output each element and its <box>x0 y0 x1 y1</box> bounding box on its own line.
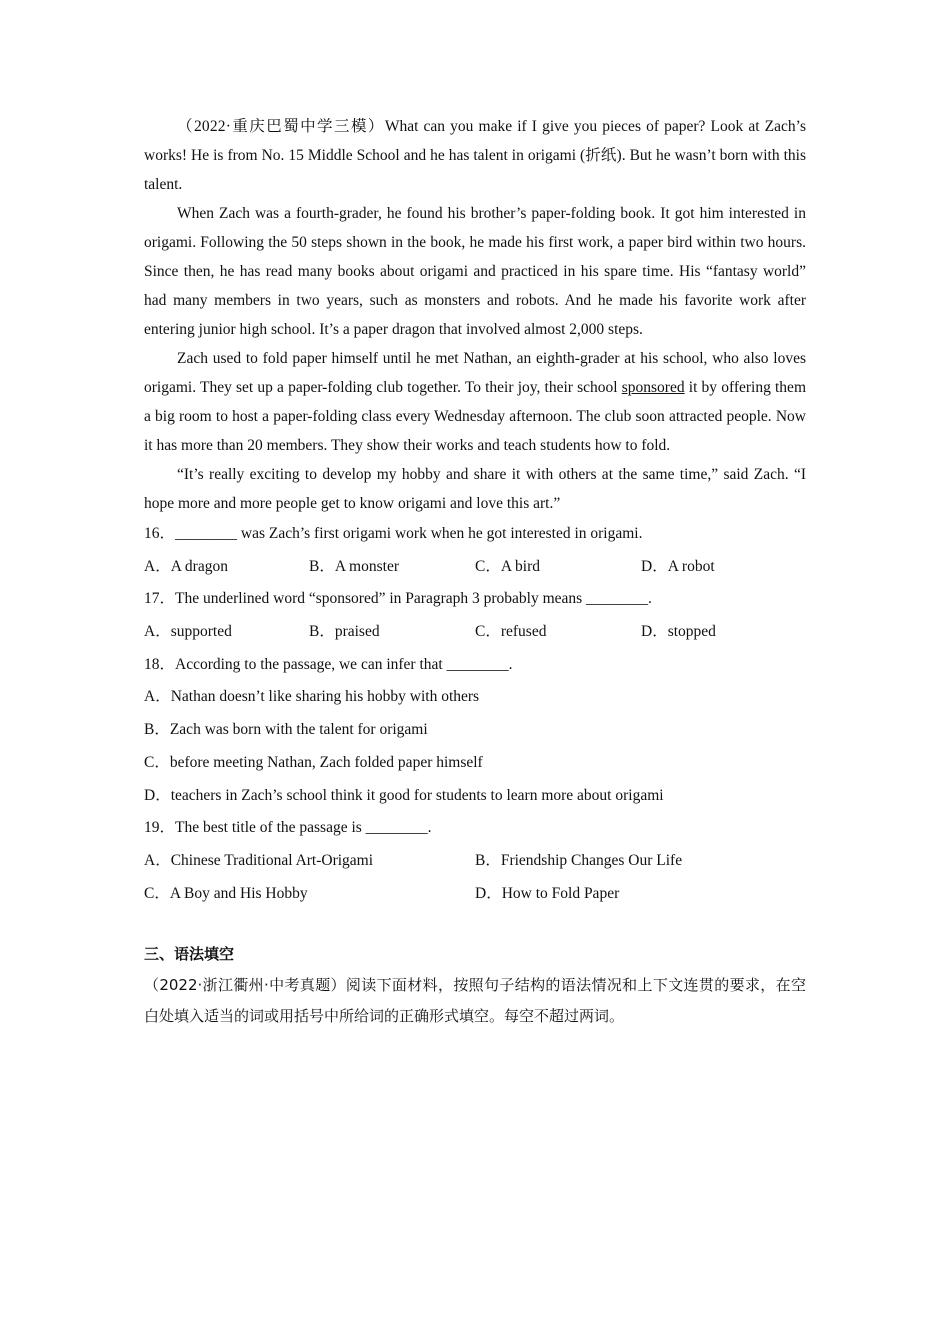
question-17-option-d: D．stopped <box>641 623 716 641</box>
question-16-option-d: D．A robot <box>641 557 715 575</box>
question-17-option-a: A．supported <box>144 623 232 641</box>
passage-paragraph-1 <box>144 112 806 199</box>
question-19-options-row-2 <box>144 878 806 911</box>
question-17-options <box>144 616 806 649</box>
question-19-option-b: B．Friendship Changes Our Life <box>475 851 683 869</box>
underlined-word: sponsored <box>621 379 685 396</box>
section-3-title: 三、语法填空 <box>144 945 235 964</box>
question-16-option-b: B．A monster <box>309 557 399 575</box>
passage-paragraph-4: “It’s really exciting to develop my hobby and share it with others at the same time,” said Zach. “I hope more and more people get to know origami and love this art.” <box>144 466 806 512</box>
question-18-option-b: B．Zach was born with the talent for origami <box>144 721 428 739</box>
document-content <box>144 112 806 1032</box>
section-3-instruction: （2022·浙江衢州·中考真题）阅读下面材料，按照句子结构的语法情况和上下文连贯的要求，在空白处填入适当的词或用括号中所给词的正确形式填空。每空不超过两词。 <box>144 976 806 1026</box>
question-16-option-a: A．A dragon <box>144 557 228 575</box>
passage-paragraph-2: When Zach was a fourth-grader, he found his brother’s paper-folding book. It got him interested in origami. Following the 50 steps shown in the book, he made his first work, a paper bird within two hours. Since then, he has read many books about origami and practiced in his spare time. His “fantasy world” had many members in two years, such as monsters and robots. And he made his favorite work after entering junior high school. It’s a paper dragon that involved almost 2,000 steps. <box>144 205 806 338</box>
question-18-option-c: C．before meeting Nathan, Zach folded paper himself <box>144 753 483 771</box>
question-18-option-a: A．Nathan doesn’t like sharing his hobby with others <box>144 688 480 706</box>
question-16-option-c: C．A bird <box>475 557 541 575</box>
question-19-option-d: D．How to Fold Paper <box>475 884 620 902</box>
question-19-stem: 19．The best title of the passage is ________. <box>144 819 432 837</box>
question-19-options-row-1 <box>144 845 806 878</box>
question-18-stem: 18．According to the passage, we can infer that ________. <box>144 655 513 673</box>
question-17-stem: 17．The underlined word “sponsored” in Paragraph 3 probably means ________. <box>144 590 652 608</box>
passage-paragraph-3 <box>144 344 806 460</box>
passage-source: （2022·重庆巴蜀中学三模） <box>177 118 385 135</box>
question-17-option-c: C．refused <box>475 623 547 641</box>
question-18-option-d: D．teachers in Zach’s school think it good for students to learn more about origami <box>144 786 664 804</box>
passage-paragraph-1-text: What can you make if I give you pieces of paper? Look at Zach’s works! He is from No. 15 Middle School and he has talent in origami (折纸). But he wasn’t born with this talent. <box>144 118 806 193</box>
question-17-option-b: B．praised <box>309 623 380 641</box>
question-19-option-c: C．A Boy and His Hobby <box>144 884 308 902</box>
question-16-stem: 16．________ was Zach’s first origami work when he got interested in origami. <box>144 525 643 542</box>
question-19-option-a: A．Chinese Traditional Art-Origami <box>144 851 374 869</box>
question-16-options <box>144 551 806 584</box>
passage-paragraph-3-before: Zach used to fold paper himself until he met Nathan, an eighth-grader at his school, who also loves origami. They set up a paper-folding club together. To their joy, their school <box>144 350 806 396</box>
passage-paragraph-3-after: it by offering them a big room to host a paper-folding class every Wednesday afternoon. The club soon attracted people. Now it has more than 20 members. They show their works and teach students how to fold. <box>144 379 806 454</box>
